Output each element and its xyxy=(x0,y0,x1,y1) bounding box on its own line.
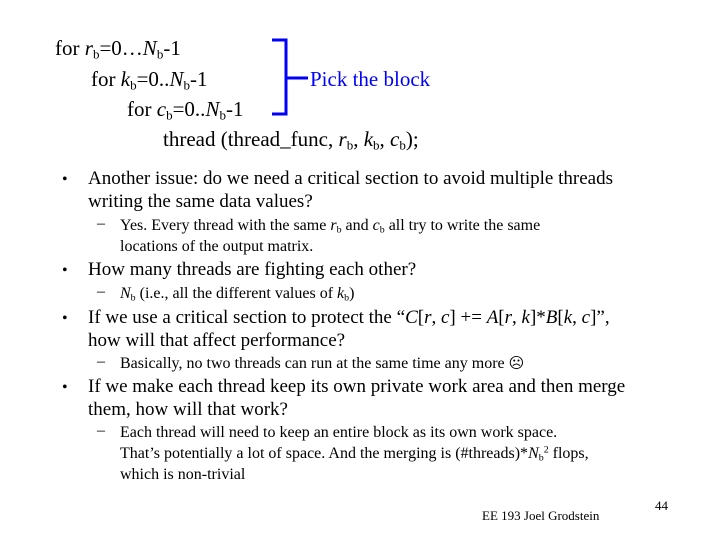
bullet-1-sub-dash: – xyxy=(97,215,105,232)
bracket-arrow-icon xyxy=(262,38,312,118)
bullet-4-line-1: If we make each thread keep its own private work area and then merge xyxy=(88,376,626,397)
bullet-4-sub-dash: – xyxy=(97,422,105,439)
bullet-2-sub-line-1: $N_b$ (i.e., all the different values of $k_b$) xyxy=(120,285,355,304)
footer-text: EE 193 Joel Grodstein xyxy=(482,508,600,523)
bullet-2-marker: • xyxy=(62,262,68,279)
page-number: 44 xyxy=(655,498,668,513)
code-line-4: thread (thread_func, $r_b$, $k_b$, $c_b$); xyxy=(163,127,419,153)
sad-face-icon: ☹ xyxy=(508,354,525,372)
bullet-2-sub-dash: – xyxy=(97,283,105,300)
bullet-1-sub-line-2: locations of the output matrix. xyxy=(120,238,314,255)
bullet-3-sub-dash: – xyxy=(97,353,105,370)
bullet-3-marker: • xyxy=(62,310,68,327)
bullet-4-sub-line-3: which is non-trivial xyxy=(120,466,246,483)
bullet-3-line-1: If we use a critical section to protect the “C[r, c] += A[r, k]*B[k, c]”, xyxy=(88,307,610,328)
pick-the-block-label: Pick the block xyxy=(310,67,431,91)
code-line-2: for $k_b=0..N_b-1$ xyxy=(91,67,208,93)
code-line-1: for $r_b=0\dots N_b-1$ xyxy=(55,36,181,62)
bullet-2-line-1: How many threads are fighting each other? xyxy=(88,259,417,280)
code-line-3: for $c_b=0..N_b-1$ xyxy=(127,97,244,123)
bullet-3-line-2: how will that affect performance? xyxy=(88,330,346,351)
bullet-4-sub-line-1: Each thread will need to keep an entire block as its own work space. xyxy=(120,424,558,441)
bullet-1-sub-line-1: Yes. Every thread with the same $r_b$ and $c_b$ all try to write the same xyxy=(120,217,541,236)
bullet-1-line-2: writing the same data values? xyxy=(88,191,313,212)
bullet-4-marker: • xyxy=(62,379,68,396)
bullet-1-line-1: Another issue: do we need a critical section to avoid multiple threads xyxy=(88,168,613,189)
bullet-4-line-2: them, how will that work? xyxy=(88,399,288,420)
bullet-3-sub-line-1: Basically, no two threads can run at the same time any more ☹ xyxy=(120,354,525,372)
bullet-1-marker: • xyxy=(62,171,68,188)
bullet-4-sub-line-2: That’s potentially a lot of space. And the merging is $(\#threads)*N_b^2$ flops, xyxy=(120,444,589,464)
